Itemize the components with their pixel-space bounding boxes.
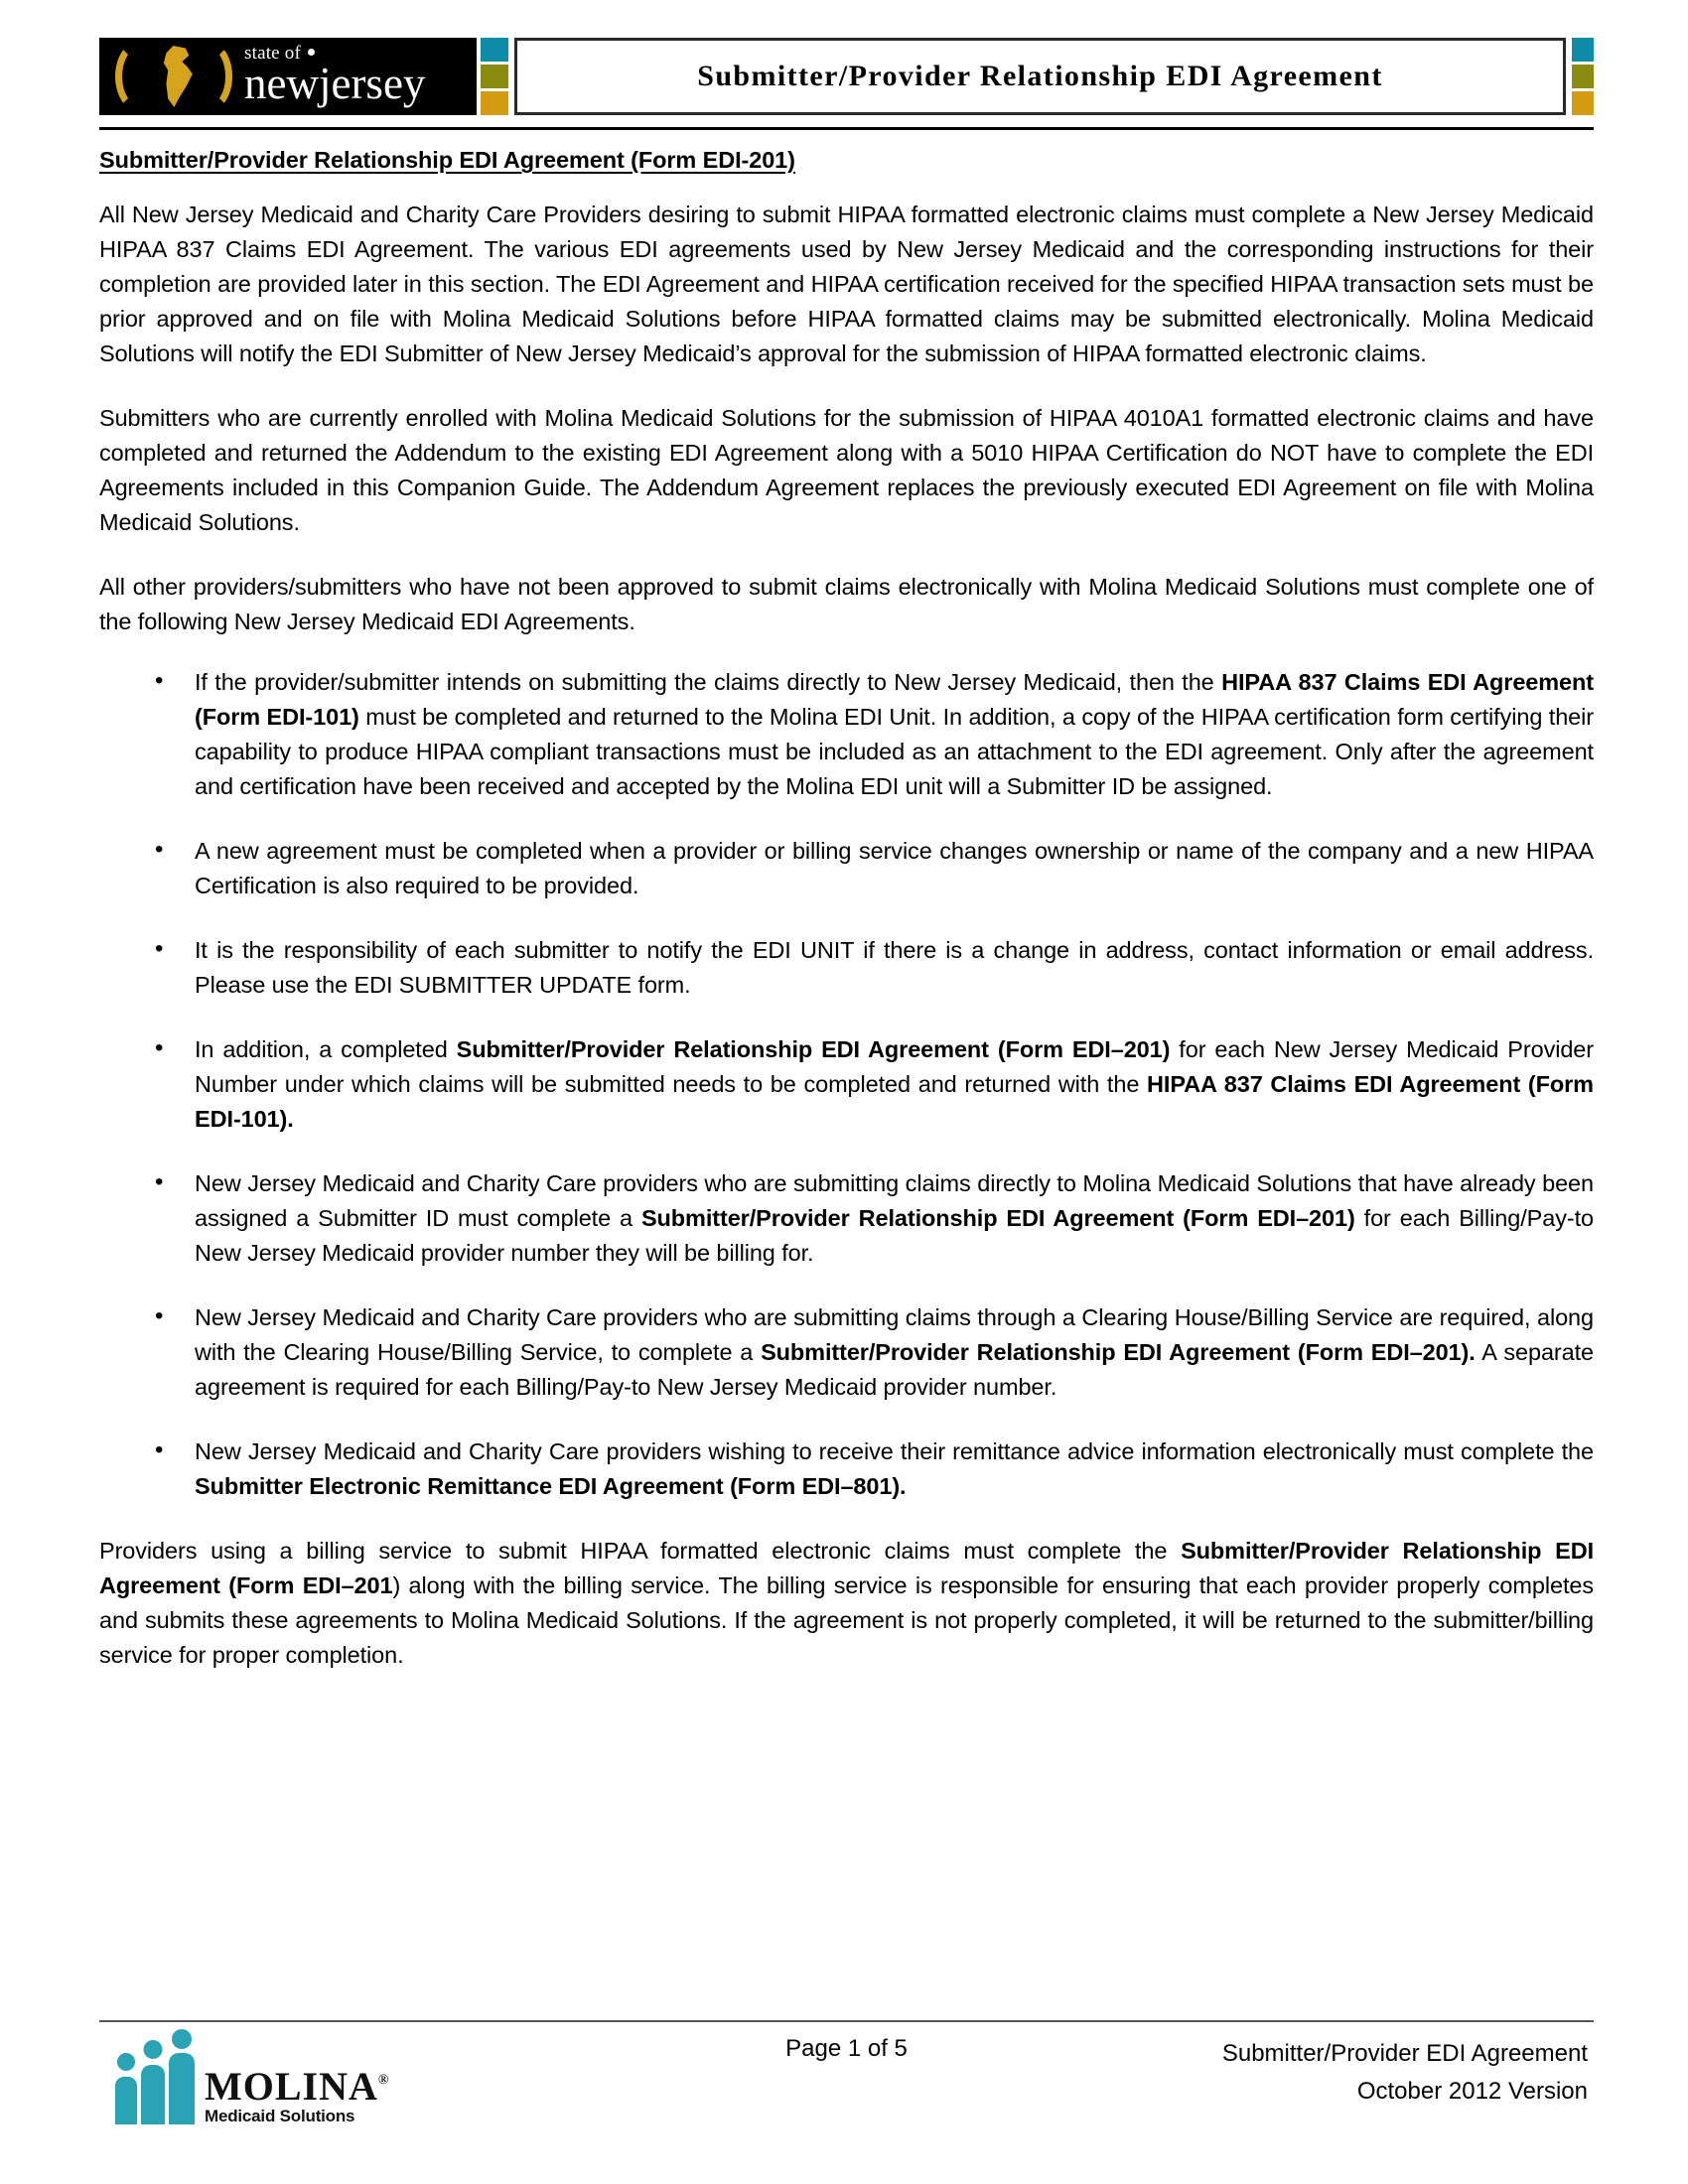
- header-divider: [99, 127, 1594, 130]
- page-title: Submitter/Provider Relationship EDI Agreement: [697, 60, 1383, 92]
- color-bar-olive: [481, 65, 508, 88]
- bullet-submitter-update: [99, 933, 1594, 1003]
- molina-brand-label: [205, 2061, 389, 2107]
- header-title-box: [514, 38, 1566, 115]
- emphasized-text: HIPAA 837 Claims EDI Agreement (Form EDI-101).: [195, 1071, 1594, 1132]
- document-body: [99, 147, 1594, 1703]
- footer-divider: [99, 2020, 1594, 2022]
- footer-version: October 2012 Version: [1356, 2078, 1588, 2105]
- molina-figure-small: [115, 2077, 137, 2124]
- emphasized-text: Submitter/Provider Relationship EDI Agreement (Form EDI–201: [99, 1538, 1595, 1598]
- molina-wordmark: [205, 2061, 389, 2125]
- logo-dot-icon: [308, 49, 315, 56]
- color-bar-gold-right: [1572, 91, 1594, 115]
- plain-text: must be completed and returned to the Molina EDI Unit. In addition, a copy of the HIPAA certification form certifying their capability to produce HIPAA compliant transactions must be included as an attachment to the EDI agreement. Only after the agreement and certification have been received and accepted by the Molina EDI unit will a Submitter ID be assigned.: [195, 704, 1594, 799]
- emphasized-text: Submitter/Provider Relationship EDI Agreement (Form EDI–201): [456, 1036, 1171, 1062]
- agreement-bullet-list: [99, 665, 1594, 1504]
- bullet-edi-201-per-provider: [99, 1032, 1594, 1137]
- state-of-new-jersey-logo: [99, 38, 477, 115]
- footer-document-name: Submitter/Provider EDI Agreement: [1221, 2040, 1588, 2067]
- section-heading: Submitter/Provider Relationship EDI Agreement (Form EDI-201): [99, 147, 795, 173]
- page-footer: [99, 2027, 1594, 2146]
- plain-text: for each New Jersey Medicaid Provider Number under which claims will be submitted needs to be completed and returned with the: [195, 1036, 1595, 1097]
- intro-paragraph-1: All New Jersey Medicaid and Charity Care Providers desiring to submit HIPAA formatted electronic claims must complete a New Jersey Medicaid HIPAA 837 Claims EDI Agreement. The various EDI agreements used by New Jersey Medicaid and the corresponding instructions for their completion are provided later in this section. The EDI Agreement and HIPAA certification received for the specified HIPAA transaction sets must be prior approved and on file with Molina Medicaid Solutions before HIPAA formatted claims may be submitted electronically. Molina Medicaid Solutions will notify the EDI Submitter of New Jersey Medicaid’s approval for the submission of HIPAA formatted electronic claims.: [99, 202, 1594, 366]
- color-bar-olive-right: [1572, 65, 1594, 88]
- emphasized-text: HIPAA 837 Claims EDI Agreement (Form EDI-101): [195, 669, 1595, 730]
- color-bar-teal: [481, 38, 508, 62]
- plain-text: A new agreement must be completed when a provider or billing service changes ownership or name of the company and a new HIPAA Certification is also required to be provided.: [195, 838, 1594, 898]
- logo-swoosh-right-icon: [187, 42, 232, 111]
- bullet-remittance-advice: [99, 1434, 1594, 1504]
- molina-figure-medium: [141, 2065, 165, 2124]
- molina-registered-mark: ®: [377, 2073, 390, 2088]
- footer-page-number: Page 1 of 5: [785, 2035, 908, 2062]
- logo-swoosh-left-icon: [115, 42, 161, 111]
- logo-wordmark: [244, 44, 425, 107]
- page-header: [99, 38, 1594, 115]
- molina-figure-large: [169, 2053, 195, 2124]
- logo-newjersey-label: newjersey: [244, 59, 426, 108]
- color-bar-gold: [481, 91, 508, 115]
- plain-text: Providers using a billing service to submit HIPAA formatted electronic claims must complete the: [99, 1538, 1182, 1564]
- emphasized-text: Submitter/Provider Relationship EDI Agreement (Form EDI–201): [640, 1205, 1355, 1231]
- emphasized-text: Submitter/Provider Relationship EDI Agreement (Form EDI–201).: [761, 1339, 1476, 1365]
- closing-paragraph: [99, 1534, 1594, 1673]
- bullet-assigned-submitter-id: [99, 1166, 1594, 1271]
- bullet-clearing-house: [99, 1300, 1594, 1405]
- header-color-bars-right: [1572, 38, 1594, 115]
- bullet-direct-submission: [99, 665, 1594, 804]
- plain-text: New Jersey Medicaid and Charity Care providers who are submitting claims through a Clearing House/Billing Service are required, along with the Clearing House/Billing Service, to complete a: [195, 1304, 1594, 1365]
- plain-text: A separate agreement is required for each Billing/Pay-to New Jersey Medicaid provider number.: [195, 1339, 1595, 1400]
- intro-paragraph-3: All other providers/submitters who have not been approved to submit claims electronically with Molina Medicaid Solutions must complete one of the following New Jersey Medicaid EDI Agreements.: [99, 574, 1594, 634]
- intro-paragraph-2: Submitters who are currently enrolled with Molina Medicaid Solutions for the submission of HIPAA 4010A1 formatted electronic claims and have completed and returned the Addendum to the existing EDI Agreement along with a 5010 HIPAA Certification do NOT have to complete the EDI Agreements included in this Companion Guide. The Addendum Agreement replaces the previously executed EDI Agreement on file with Molina Medicaid Solutions.: [99, 405, 1594, 535]
- plain-text: In addition, a completed: [195, 1036, 457, 1062]
- plain-text: New Jersey Medicaid and Charity Care providers who are submitting claims directly to Molina Medicaid Solutions that have already been assigned a Submitter ID must complete a: [195, 1170, 1594, 1231]
- plain-text: If the provider/submitter intends on submitting the claims directly to New Jersey Medicaid, then the: [195, 669, 1222, 695]
- header-color-bars-left: [481, 38, 508, 115]
- plain-text: New Jersey Medicaid and Charity Care providers wishing to receive their remittance advice information electronically must complete the: [195, 1438, 1594, 1464]
- color-bar-teal-right: [1572, 38, 1594, 62]
- emphasized-text: Submitter Electronic Remittance EDI Agreement (Form EDI–801).: [195, 1473, 907, 1499]
- logo-state-of-label: state of: [244, 43, 301, 64]
- plain-text: It is the responsibility of each submitter to notify the EDI UNIT if there is a change in address, contact information or email address. Please use the EDI SUBMITTER UPDATE form.: [195, 937, 1594, 998]
- plain-text: for each Billing/Pay-to New Jersey Medicaid provider number they will be billing for.: [195, 1205, 1594, 1266]
- molina-brand-text: MOLINA: [205, 2064, 378, 2109]
- plain-text: ) along with the billing service. The billing service is responsible for ensuring that each provider properly completes and submits these agreements to Molina Medicaid Solutions. If the agreement is not properly completed, it will be returned to the submitter/billing service for proper completion.: [99, 1572, 1594, 1668]
- molina-tagline: Medicaid Solutions: [205, 2107, 355, 2125]
- footer-document-info: [1222, 2035, 1588, 2111]
- bullet-ownership-change: [99, 834, 1594, 903]
